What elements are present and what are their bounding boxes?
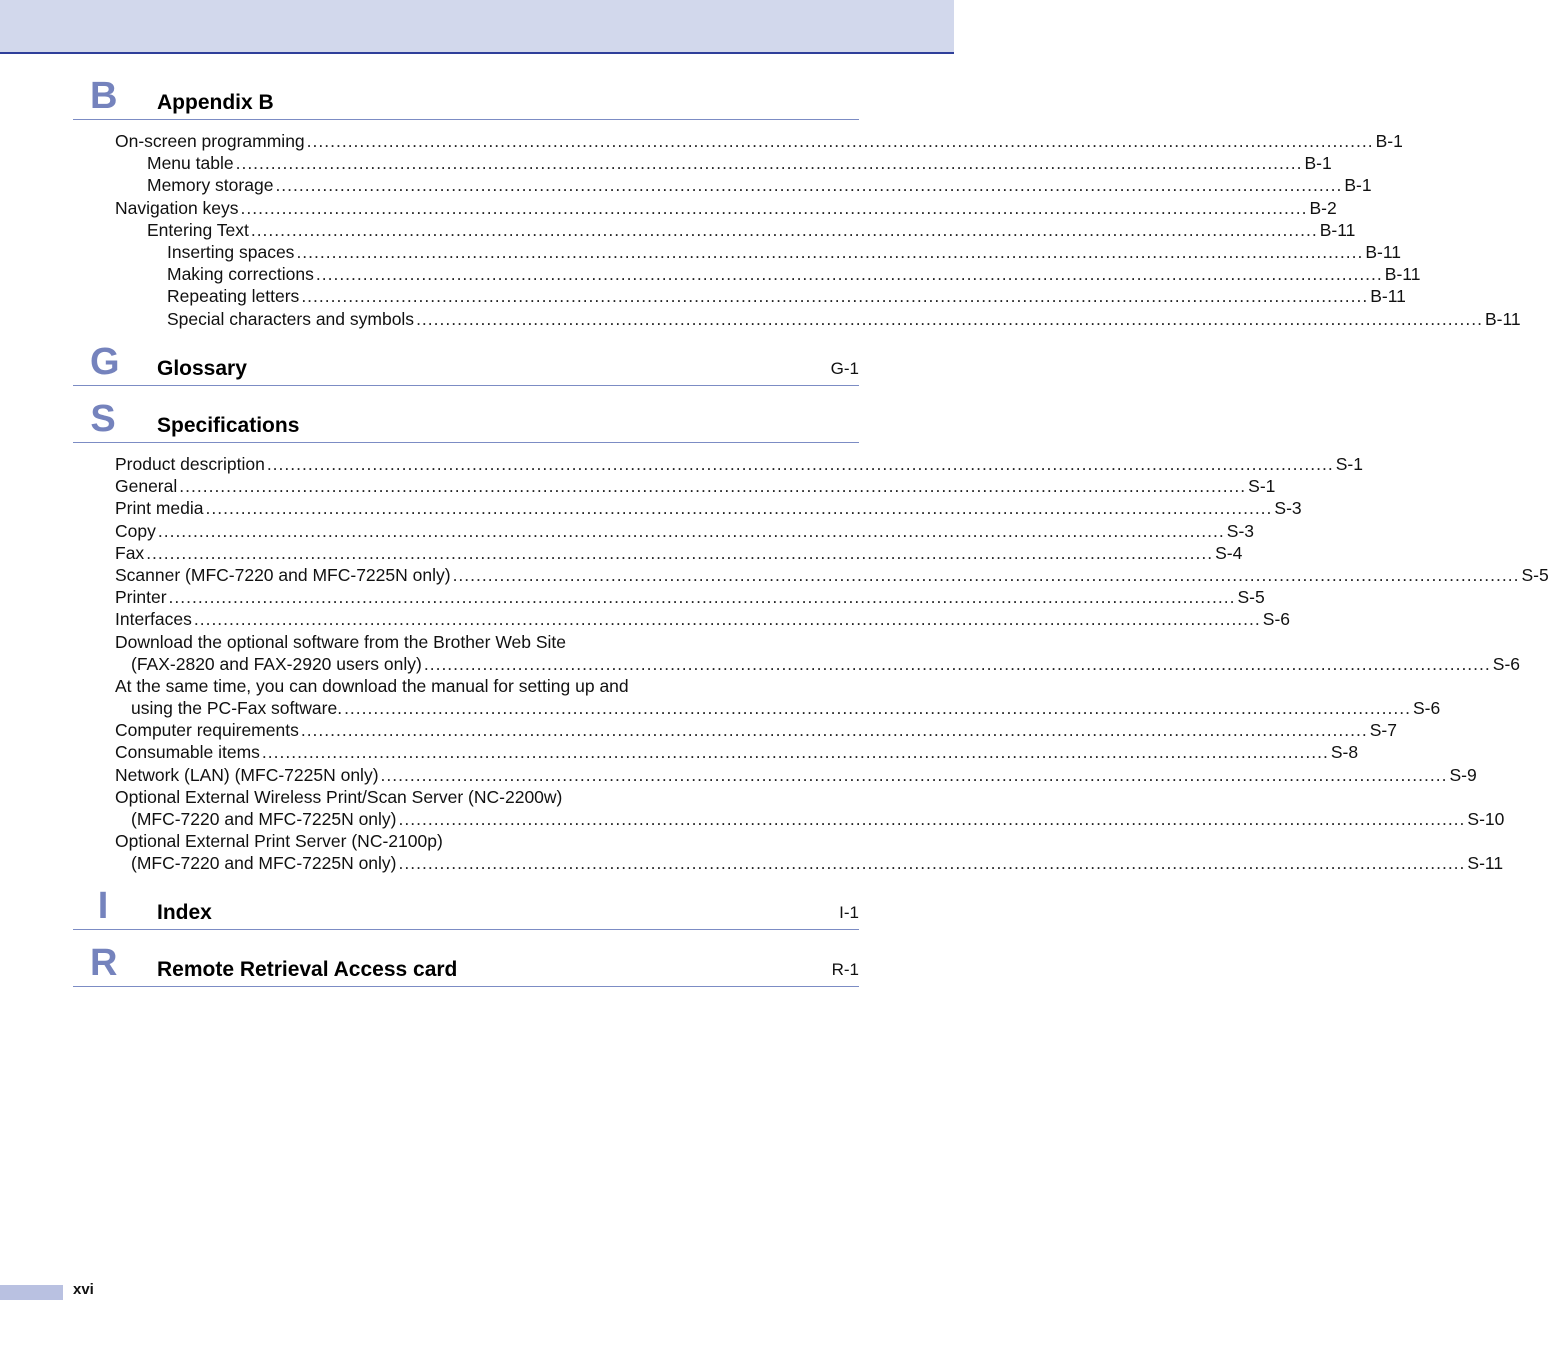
dot-leader: ...................................................................................................................................................................................... [235,153,1303,174]
dot-leader: ...................................................................................................................................................................................... [416,308,1483,329]
toc-entry[interactable]: Printer ...................................................................................................................................................................................... S-5 [115,587,1265,608]
toc-entry[interactable]: At the same time, you can download the manual for setting up and [115,675,629,696]
toc-entry[interactable]: Navigation keys ...................................................................................................................................................................................... B-2 [115,197,1337,218]
toc-entry[interactable]: Network (LAN) (MFC-7225N only) ...................................................................................................................................................................................... S-9 [115,764,1477,785]
dot-leader: ...................................................................................................................................................................................... [205,498,1273,519]
dot-leader: ...................................................................................................................................................................................... [261,742,1329,763]
toc-entry[interactable]: Product description ...................................................................................................................................................................................... S-1 [115,454,1363,474]
toc-entry[interactable]: Interfaces ...................................................................................................................................................................................... S-6 [115,609,1290,630]
dot-leader: ...................................................................................................................................................................................... [315,264,1383,285]
section-letter: B [90,75,118,117]
section-page[interactable]: R-1 [831,960,859,979]
dot-leader: ...................................................................................................................................................................................... [423,653,1491,674]
section-index [73,885,859,930]
toc-entry[interactable]: Inserting spaces ...................................................................................................................................................................................... B-11 [167,241,1402,262]
section-title[interactable]: Specifications [157,414,300,437]
toc-entry[interactable]: Computer requirements ...................................................................................................................................................................................... S-7 [115,720,1397,741]
section-page[interactable]: G-1 [830,359,859,378]
toc-entry[interactable]: Optional External Wireless Print/Scan Server (NC-2200w) [115,786,563,807]
section-page[interactable]: I-1 [839,903,859,922]
section-letter: S [90,398,116,440]
section-header [73,885,859,930]
section-header [73,942,859,987]
toc-entry[interactable]: Print media ...................................................................................................................................................................................... S-3 [115,498,1302,519]
dot-leader: ...................................................................................................................................................................................... [380,764,1448,785]
specifications-entries [115,453,1549,875]
toc-entry[interactable]: (MFC-7220 and MFC-7225N only) ...................................................................................................................................................................................... S-10 [131,809,1505,829]
header-band [0,0,954,54]
page-number: xvi [73,1281,94,1298]
dot-leader: ...................................................................................................................................................................................... [193,609,1261,630]
dot-leader: ...................................................................................................................................................................................... [266,454,1334,474]
toc-entry[interactable]: Download the optional software from the Brother Web Site [115,631,567,652]
section-title[interactable]: Index [157,901,212,924]
section-header [73,75,859,120]
dot-leader: ...................................................................................................................................................................................... [275,175,1343,196]
dot-leader: ...................................................................................................................................................................................... [398,853,1466,874]
toc-entry[interactable]: On-screen programming ...................................................................................................................................................................................... B-1 [115,131,1403,151]
section-letter: G [90,341,120,383]
dot-leader: ...................................................................................................................................................................................... [157,520,1225,541]
toc-entry[interactable]: Special characters and symbols ...................................................................................................................................................................................... B-11 [167,308,1521,329]
toc-entry[interactable]: General ...................................................................................................................................................................................... S-1 [115,476,1276,497]
dot-leader: ...................................................................................................................................................................................... [250,219,1318,240]
dot-leader: ...................................................................................................................................................................................... [301,286,1369,307]
dot-leader: ...................................................................................................................................................................................... [240,197,1308,218]
toc-entry[interactable]: Copy ...................................................................................................................................................................................... S-3 [115,520,1254,541]
section-remote-retrieval [73,942,859,987]
toc-entry[interactable]: Scanner (MFC-7220 and MFC-7225N only) ...................................................................................................................................................................................... S-5 [115,564,1549,585]
toc-entry[interactable]: Entering Text ...................................................................................................................................................................................... B-11 [147,219,1356,240]
toc-entry[interactable]: (FAX-2820 and FAX-2920 users only) ...................................................................................................................................................................................... S-6 [131,653,1520,674]
toc-entry[interactable]: Memory storage ...................................................................................................................................................................................... B-1 [147,175,1372,196]
section-letter: R [90,942,118,984]
dot-leader: ...................................................................................................................................................................................... [168,587,1236,608]
toc-entry[interactable]: Fax ...................................................................................................................................................................................... S-4 [115,542,1243,563]
dot-leader: ...................................................................................................................................................................................... [398,809,1466,829]
section-title[interactable]: Remote Retrieval Access card [157,958,458,981]
section-appendix-b [73,75,859,120]
section-header [73,397,859,443]
dot-leader: ...................................................................................................................................................................................... [300,720,1368,741]
dot-leader: ...................................................................................................................................................................................... [344,698,1411,719]
section-specifications [73,397,859,443]
dot-leader: ...................................................................................................................................................................................... [146,542,1214,563]
dot-leader: ...................................................................................................................................................................................... [179,476,1247,497]
appendix-b-entries [115,130,1521,330]
footer-bar [0,1285,63,1300]
section-title[interactable]: Glossary [157,357,247,380]
dot-leader: ...................................................................................................................................................................................... [296,241,1364,262]
section-letter: I [97,885,109,927]
toc-entry[interactable]: Consumable items ...................................................................................................................................................................................... S-8 [115,742,1359,763]
dot-leader: ...................................................................................................................................................................................... [452,564,1520,585]
toc-entry[interactable]: Making corrections ...................................................................................................................................................................................... B-11 [167,264,1421,285]
toc-entry[interactable]: using the PC-Fax software. ...................................................................................................................................................................................... S-6 [131,698,1441,719]
section-title[interactable]: Appendix B [157,91,274,114]
toc-entry[interactable]: Menu table ...................................................................................................................................................................................... B-1 [147,153,1332,174]
section-header [73,340,859,386]
toc-entry[interactable]: Repeating letters ...................................................................................................................................................................................... B-11 [167,286,1406,307]
section-glossary [73,340,859,386]
toc-entry[interactable]: (MFC-7220 and MFC-7225N only) ...................................................................................................................................................................................... S-11 [131,853,1504,874]
dot-leader: ...................................................................................................................................................................................... [306,131,1374,151]
toc-entry[interactable]: Optional External Print Server (NC-2100p) [115,831,443,852]
